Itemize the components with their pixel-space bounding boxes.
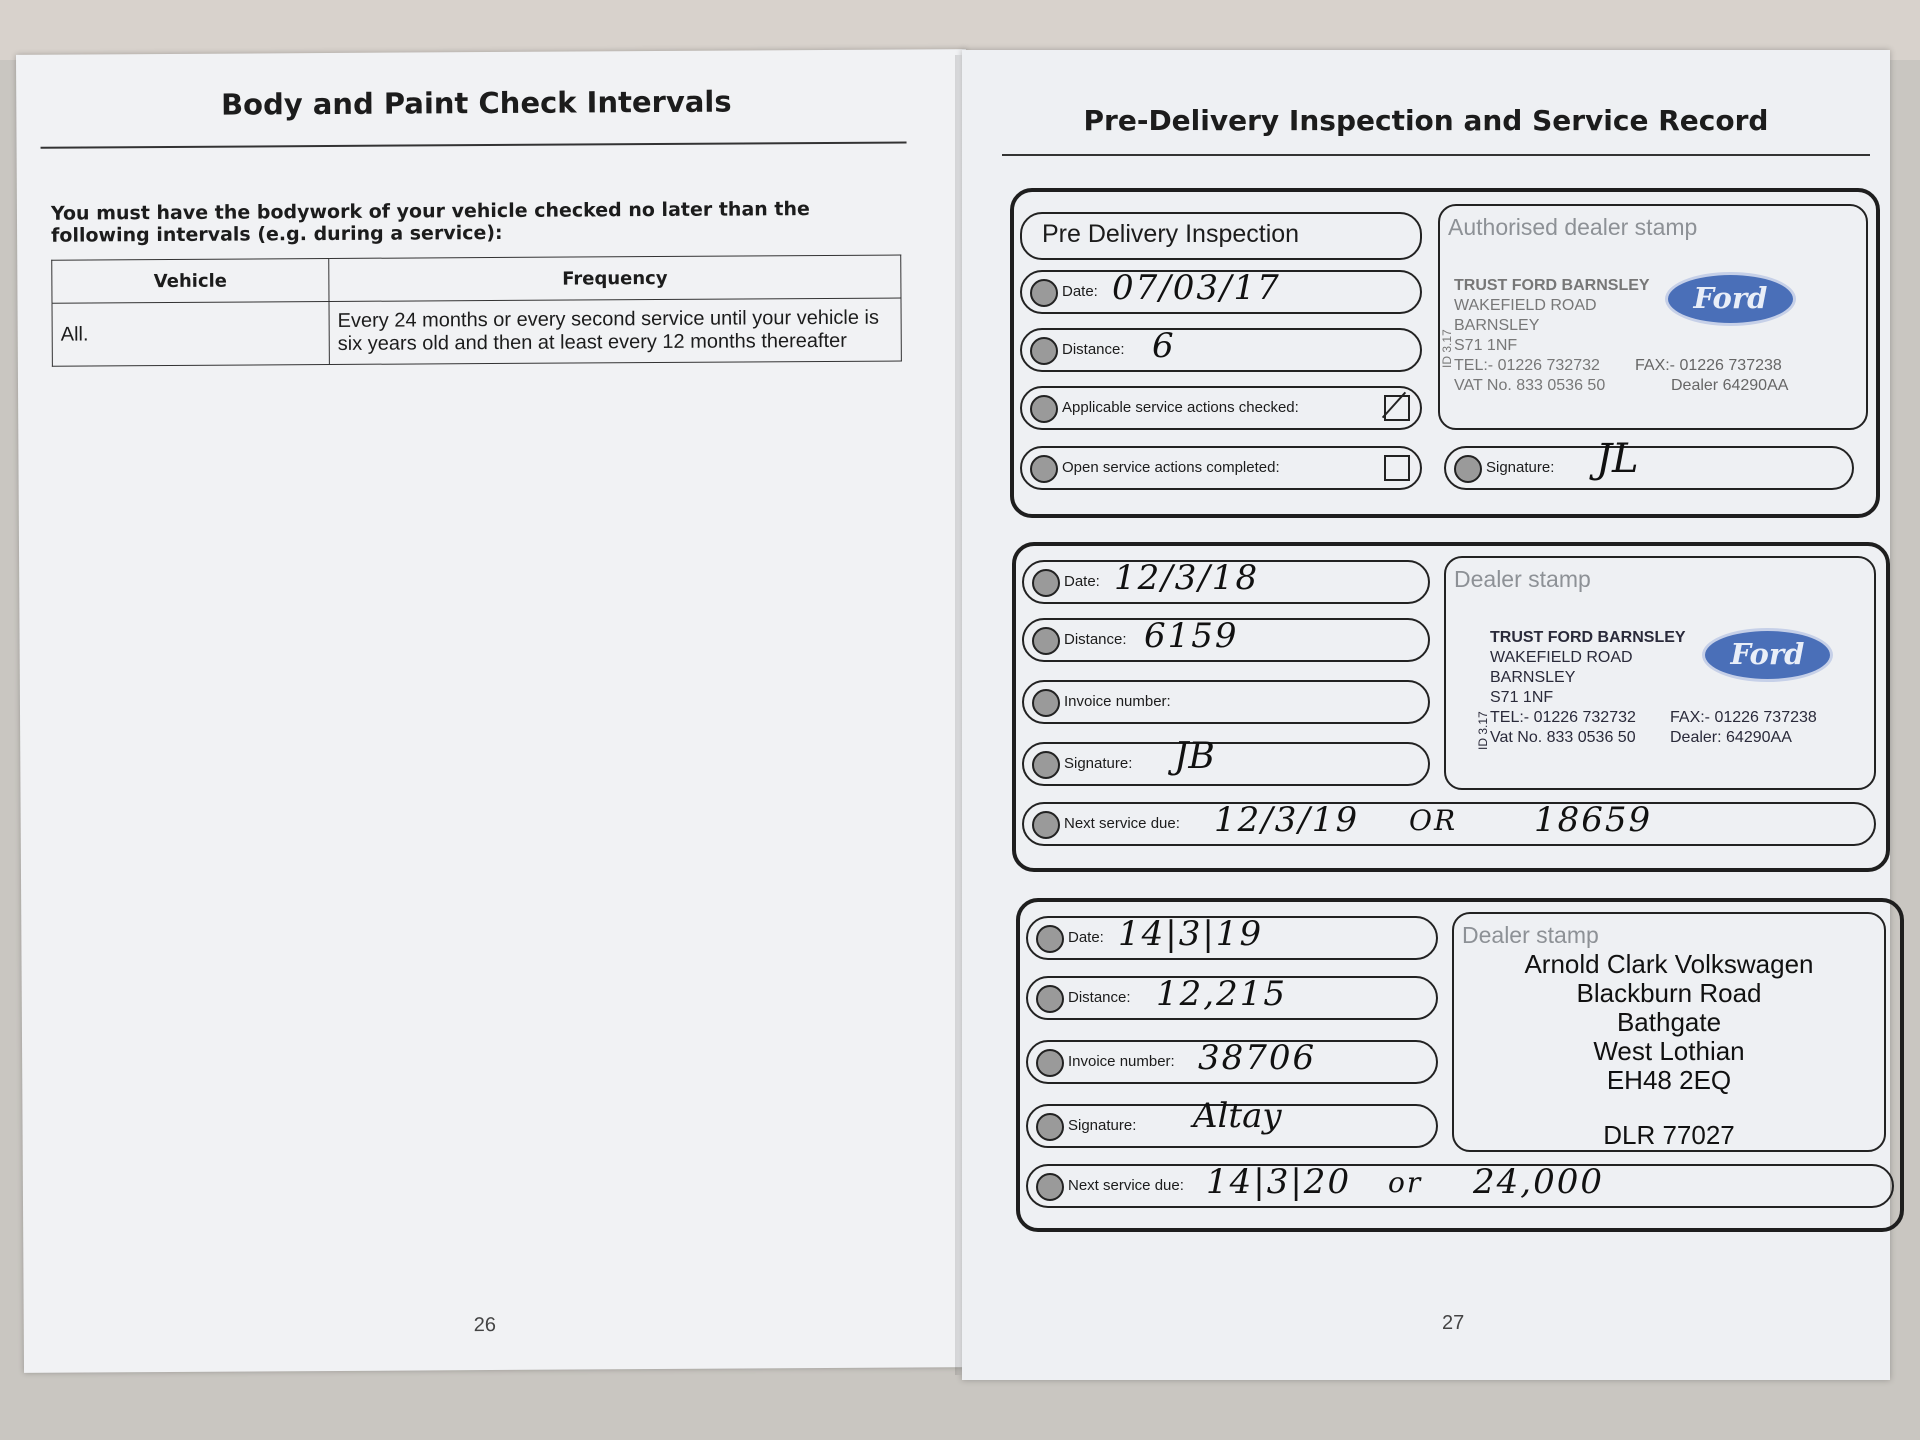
radio-icon bbox=[1032, 689, 1060, 717]
pdi-signature-field bbox=[1444, 436, 1854, 490]
distance-value: 12,215 bbox=[1156, 974, 1287, 1014]
authorised-dealer-stamp bbox=[1438, 204, 1868, 430]
open-label: Open service actions completed: bbox=[1062, 459, 1280, 476]
service1-invoice-field bbox=[1022, 680, 1430, 724]
service-record-2 bbox=[1016, 898, 1904, 1232]
intro-text: You must have the bodywork of your vehicle checked no later than the following intervals (e.g. during a service): bbox=[50, 198, 810, 247]
stamp-line: Vat No. 833 0536 50 bbox=[1490, 729, 1636, 746]
table-header-row bbox=[52, 255, 901, 303]
cell-vehicle: All. bbox=[52, 302, 329, 367]
pdi-section bbox=[1010, 188, 1880, 518]
stamp-line: TEL:- 01226 732732 bbox=[1454, 357, 1600, 374]
stamp-line: S71 1NF bbox=[1454, 337, 1518, 354]
next-due-distance: 18659 bbox=[1534, 800, 1653, 840]
invoice-value: 38706 bbox=[1198, 1038, 1317, 1078]
page-title: Pre-Delivery Inspection and Service Record bbox=[1083, 104, 1769, 137]
stamp-fax: FAX:- 01226 737238 bbox=[1670, 709, 1817, 726]
signature-mark: JB bbox=[1174, 736, 1215, 777]
date-label: Date: bbox=[1062, 283, 1098, 300]
table-row bbox=[52, 298, 901, 366]
next-due-date: 12/3/19 bbox=[1214, 800, 1360, 840]
page-number: 27 bbox=[1442, 1312, 1465, 1334]
signature-label: Signature: bbox=[1064, 755, 1133, 772]
stamp-line: Blackburn Road bbox=[1576, 978, 1762, 1008]
header-frequency: Frequency bbox=[329, 255, 901, 301]
distance-value: 6159 bbox=[1144, 616, 1239, 656]
intervals-table bbox=[51, 255, 902, 367]
stamp-line: Arnold Clark Volkswagen bbox=[1524, 949, 1814, 979]
date-value: 07/03/17 bbox=[1112, 268, 1281, 308]
next-due-label: Next service due: bbox=[1064, 815, 1180, 832]
stamp-line: EH48 2EQ bbox=[1606, 1065, 1732, 1095]
pdi-heading: Pre Delivery Inspection bbox=[1042, 220, 1300, 248]
title-rule bbox=[41, 141, 907, 148]
stamp-line: TEL:- 01226 732732 bbox=[1490, 709, 1636, 726]
radio-icon bbox=[1036, 925, 1064, 953]
stamp-line: S71 1NF bbox=[1490, 689, 1554, 706]
dealer-stamp-2 bbox=[1452, 912, 1886, 1152]
distance-label: Distance: bbox=[1064, 631, 1127, 648]
title-rule bbox=[1002, 154, 1870, 156]
service2-distance-field bbox=[1026, 976, 1438, 1020]
stamp-line: VAT No. 833 0536 50 bbox=[1454, 377, 1606, 394]
radio-icon bbox=[1036, 1113, 1064, 1141]
signature-label: Signature: bbox=[1068, 1117, 1137, 1134]
service2-signature-field bbox=[1026, 1096, 1438, 1148]
next-due-or: or bbox=[1388, 1166, 1423, 1199]
left-page bbox=[16, 49, 974, 1373]
stamp-address bbox=[1490, 628, 1686, 748]
radio-icon bbox=[1036, 1049, 1064, 1077]
stamp-line: TRUST FORD BARNSLEY bbox=[1454, 277, 1650, 294]
signature-mark: JL bbox=[1596, 436, 1639, 482]
checkbox-empty bbox=[1384, 455, 1410, 481]
applicable-label: Applicable service actions checked: bbox=[1062, 399, 1299, 416]
distance-value: 6 bbox=[1152, 326, 1176, 366]
distance-label: Distance: bbox=[1062, 341, 1125, 358]
next-due-date: 14|3|20 bbox=[1206, 1162, 1352, 1202]
radio-icon bbox=[1032, 627, 1060, 655]
stamp-title: Dealer stamp bbox=[1454, 566, 1591, 592]
radio-icon bbox=[1030, 455, 1058, 483]
stamp-address bbox=[1454, 950, 1884, 1150]
date-label: Date: bbox=[1068, 929, 1104, 946]
radio-icon bbox=[1032, 811, 1060, 839]
next-due-distance: 24,000 bbox=[1473, 1162, 1604, 1202]
cell-frequency: Every 24 months or every second service until your vehicle is six years old and then at least every 12 months thereafter bbox=[329, 298, 901, 364]
page-title: Body and Paint Check Intervals bbox=[220, 84, 732, 122]
date-value: 14|3|19 bbox=[1118, 914, 1264, 954]
stamp-line: TRUST FORD BARNSLEY bbox=[1490, 629, 1686, 646]
stamp-fax-dealer bbox=[1670, 708, 1817, 748]
right-page bbox=[962, 50, 1890, 1380]
date-value: 12/3/18 bbox=[1114, 558, 1260, 598]
stamp-line: West Lothian bbox=[1593, 1036, 1745, 1066]
header-vehicle: Vehicle bbox=[52, 259, 329, 304]
next-due-or: OR bbox=[1409, 804, 1458, 837]
radio-icon bbox=[1036, 985, 1064, 1013]
service2-invoice-field bbox=[1026, 1040, 1438, 1084]
applicable-actions-field bbox=[1020, 386, 1422, 430]
stamp-dealer: Dealer: 64290AA bbox=[1670, 729, 1792, 746]
invoice-label: Invoice number: bbox=[1068, 1053, 1175, 1070]
stamp-vertical-text: ID 3.17 bbox=[1476, 711, 1490, 750]
service2-next-due-field bbox=[1026, 1164, 1894, 1208]
pdi-distance-field bbox=[1020, 328, 1422, 372]
distance-label: Distance: bbox=[1068, 989, 1131, 1006]
stamp-dealer: Dealer 64290AA bbox=[1671, 377, 1789, 394]
service1-next-due-field bbox=[1022, 802, 1876, 846]
signature-label: Signature: bbox=[1486, 459, 1555, 476]
stamp-line: Bathgate bbox=[1616, 1007, 1722, 1037]
radio-icon bbox=[1454, 455, 1482, 483]
radio-icon bbox=[1030, 337, 1058, 365]
service1-distance-field bbox=[1022, 618, 1430, 662]
open-actions-field bbox=[1020, 446, 1422, 490]
stamp-address bbox=[1454, 276, 1650, 396]
stamp-fax: FAX:- 01226 737238 bbox=[1635, 357, 1782, 374]
stamp-title: Authorised dealer stamp bbox=[1448, 214, 1698, 240]
next-due-label: Next service due: bbox=[1068, 1177, 1184, 1194]
stamp-dlr: DLR 77027 bbox=[1603, 1120, 1735, 1150]
service1-signature-field bbox=[1022, 736, 1430, 786]
radio-icon bbox=[1036, 1173, 1064, 1201]
stamp-title: Dealer stamp bbox=[1462, 922, 1599, 948]
invoice-label: Invoice number: bbox=[1064, 693, 1171, 710]
stamp-line: BARNSLEY bbox=[1454, 317, 1540, 334]
stamp-line: WAKEFIELD ROAD bbox=[1454, 297, 1597, 314]
pdi-heading-pill bbox=[1020, 212, 1422, 260]
stamp-line: WAKEFIELD ROAD bbox=[1490, 649, 1633, 666]
service2-date-field bbox=[1026, 916, 1438, 960]
ford-logo: Ford bbox=[1665, 272, 1796, 326]
ford-logo: Ford bbox=[1702, 628, 1833, 682]
dealer-stamp-1 bbox=[1444, 556, 1876, 790]
signature-mark: Altay bbox=[1193, 1096, 1282, 1136]
stamp-line: BARNSLEY bbox=[1490, 669, 1576, 686]
service1-date-field bbox=[1022, 560, 1430, 604]
stamp-fax-dealer bbox=[1635, 356, 1788, 396]
pdi-date-field bbox=[1020, 270, 1422, 314]
date-label: Date: bbox=[1064, 573, 1100, 590]
radio-icon bbox=[1032, 751, 1060, 779]
service-record-1 bbox=[1012, 542, 1890, 872]
stamp-vertical-text: ID 3.17 bbox=[1440, 329, 1454, 368]
page-number: 26 bbox=[473, 1314, 497, 1337]
radio-icon bbox=[1032, 569, 1060, 597]
radio-icon bbox=[1030, 395, 1058, 423]
radio-icon bbox=[1030, 279, 1058, 307]
